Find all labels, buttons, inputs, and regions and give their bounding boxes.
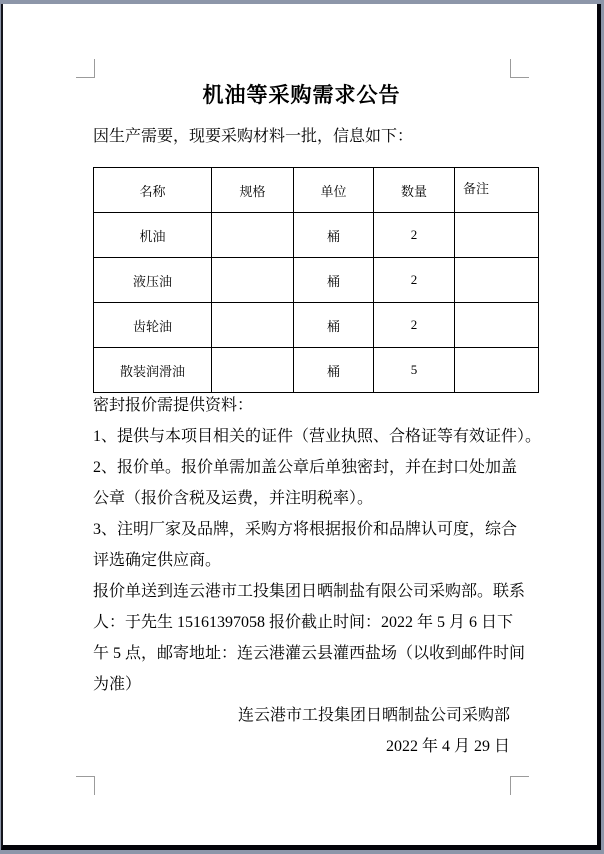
table-cell-spec xyxy=(212,213,294,258)
table-cell-unit: 桶 xyxy=(294,303,374,348)
notice-line: 3、注明厂家及品牌，采购方将根据报价和品牌认可度，综合 xyxy=(93,521,518,538)
notice-line: 公章（报价含税及运费，并注明税率）。 xyxy=(93,490,374,507)
table-header-note: 备注 xyxy=(455,168,539,213)
table-cell-unit: 桶 xyxy=(294,348,374,393)
notice-line: 评选确定供应商。 xyxy=(93,552,222,569)
table-header-unit: 单位 xyxy=(294,168,374,213)
table-row xyxy=(94,303,539,348)
table-row xyxy=(94,258,539,303)
procurement-table-header-row xyxy=(94,168,539,213)
table-header-spec: 规格 xyxy=(212,168,294,213)
table-header-name: 名称 xyxy=(94,168,212,213)
table-cell-spec xyxy=(212,303,294,348)
signature-line: 2022 年 4 月 29 日 xyxy=(385,738,510,755)
table-row xyxy=(94,348,539,393)
table-cell-qty: 5 xyxy=(374,348,455,393)
table-cell-qty: 2 xyxy=(374,303,455,348)
table-cell-name: 机油 xyxy=(94,213,212,258)
table-cell-spec xyxy=(212,258,294,303)
intro-paragraph: 因生产需要，现要采购材料一批，信息如下： xyxy=(93,128,414,145)
notice-line: 2、报价单。报价单需加盖公章后单独密封，并在封口处加盖 xyxy=(93,459,518,476)
notice-line: 午 5 点，邮寄地址：连云港灌云县灌西盐场（以收到邮件时间 xyxy=(93,645,526,662)
margin-crop-mark-top-left xyxy=(76,59,95,78)
table-header-qty: 数量 xyxy=(374,168,455,213)
signature-line: 连云港市工投集团日晒制盐公司采购部 xyxy=(237,707,510,724)
table-cell-note xyxy=(455,303,539,348)
table-cell-note xyxy=(455,213,539,258)
notice-line: 密封报价需提供资料： xyxy=(93,397,254,414)
margin-crop-mark-top-right xyxy=(510,59,529,78)
table-cell-spec xyxy=(212,348,294,393)
procurement-table-body xyxy=(94,168,539,393)
table-cell-note xyxy=(455,258,539,303)
page-title: 机油等采购需求公告 xyxy=(202,83,401,107)
notice-line: 报价单送到连云港市工投集团日晒制盐有限公司采购部。联系 xyxy=(93,583,526,600)
margin-crop-mark-bottom-right xyxy=(510,776,529,795)
page-content xyxy=(3,4,597,845)
document-page xyxy=(1,4,601,850)
table-cell-name: 齿轮油 xyxy=(94,303,212,348)
notice-line: 人：于先生 15161397058 报价截止时间：2022 年 5 月 6 日下 xyxy=(93,614,514,631)
table-cell-name: 散装润滑油 xyxy=(94,348,212,393)
table-cell-unit: 桶 xyxy=(294,213,374,258)
margin-crop-mark-bottom-left xyxy=(76,776,95,795)
procurement-table xyxy=(93,167,539,393)
table-cell-name: 液压油 xyxy=(94,258,212,303)
table-cell-qty: 2 xyxy=(374,258,455,303)
table-cell-qty: 2 xyxy=(374,213,455,258)
table-cell-note xyxy=(455,348,539,393)
table-cell-unit: 桶 xyxy=(294,258,374,303)
notice-line: 1、提供与本项目相关的证件（营业执照、合格证等有效证件）。 xyxy=(93,428,542,445)
notice-block xyxy=(93,390,542,762)
table-row xyxy=(94,213,539,258)
notice-line: 为准） xyxy=(93,676,142,693)
